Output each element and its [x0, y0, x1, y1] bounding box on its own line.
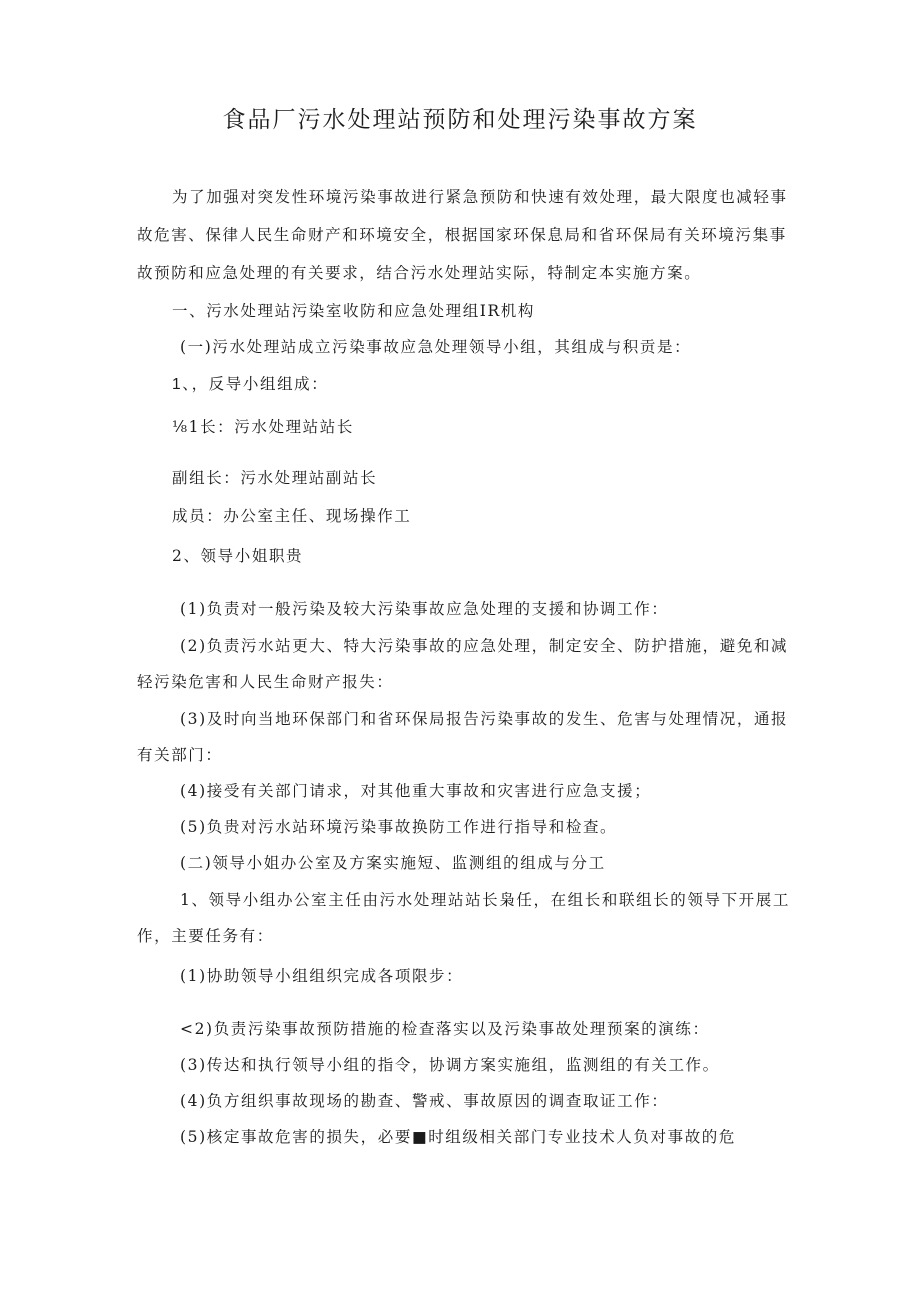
list-item: (3)及时向当地环保部门和省环保局报告污染事故的发生、危害与处理情况，通报: [180, 710, 789, 728]
subsection-heading: (二)领导小姐办公室及方案实施短、监测组的组成与分工: [180, 854, 606, 872]
list-item: (5)核定事故危害的损失，必要■时组级相关部门专业技术人负对事故的危: [180, 1128, 737, 1146]
list-item: ⅛1长：污水处理站站长: [172, 418, 354, 436]
paragraph-line: 故预防和应急处理的有关要求，结合污水处理站实际，特制定本实施方案。: [137, 264, 702, 282]
list-item: (4)负方组织事故现场的勘查、警戒、事故原因的调查取证工作：: [180, 1092, 669, 1110]
paragraph-line: 故危害、保律人民生命财产和环境安全，根据国家环保息局和省环保局有关环境污集事: [137, 226, 787, 244]
section-heading: 一、污水处理站污染室收防和应急处理组IR机构: [172, 302, 535, 320]
list-item: (1)负责对一般污染及较大污染事故应急处理的支援和协调工作：: [180, 600, 669, 618]
list-item: (2)负责污水站更大、特大污染事故的应急处理，制定安全、防护措施，避免和减: [180, 637, 789, 655]
list-heading: 2、领导小姐职贵: [172, 547, 304, 565]
document-title: 食品厂污水处理站预防和处理污染事故方案: [222, 107, 698, 133]
list-item-continuation: 有关部门：: [137, 746, 223, 764]
list-item: (1)协助领导小组组织完成各项限步：: [180, 967, 464, 985]
list-item: (3)传达和执行领导小组的指令，协调方案实施组，监测组的有关工作。: [180, 1056, 720, 1074]
list-heading: 1、，反导小组组成：: [172, 376, 329, 393]
paragraph-line: 作，主要任务有：: [137, 927, 274, 945]
list-item: 成员：办公室主任、现场操作工: [172, 507, 412, 525]
list-item: (4)接受有关部门请求，对其他重大事故和灾害进行应急支援；: [180, 782, 652, 800]
paragraph-line: 1、领导小组办公室主任由污水处理站站长枭任，在组长和联组长的领导下开展工: [180, 891, 790, 909]
list-item: <2)负责污染事故预防措施的检查落实以及污染事故处理预案的演练：: [180, 1020, 710, 1038]
subsection-heading: (一)污水处理站成立污染事故应急处理领导小组，其组成与积贡是：: [180, 338, 692, 356]
list-item: (5)负贵对污水站环境污染事故换防工作进行指导和检查。: [180, 818, 618, 836]
list-item-continuation: 轻污染危害和人民生命财产报失：: [137, 673, 394, 691]
list-item: 副组长：污水处理站副站长: [172, 469, 378, 487]
paragraph-line: 为了加强对突发性环境污染事故进行紧急预防和快速有效处理，最大限度也减轻事: [172, 188, 788, 206]
